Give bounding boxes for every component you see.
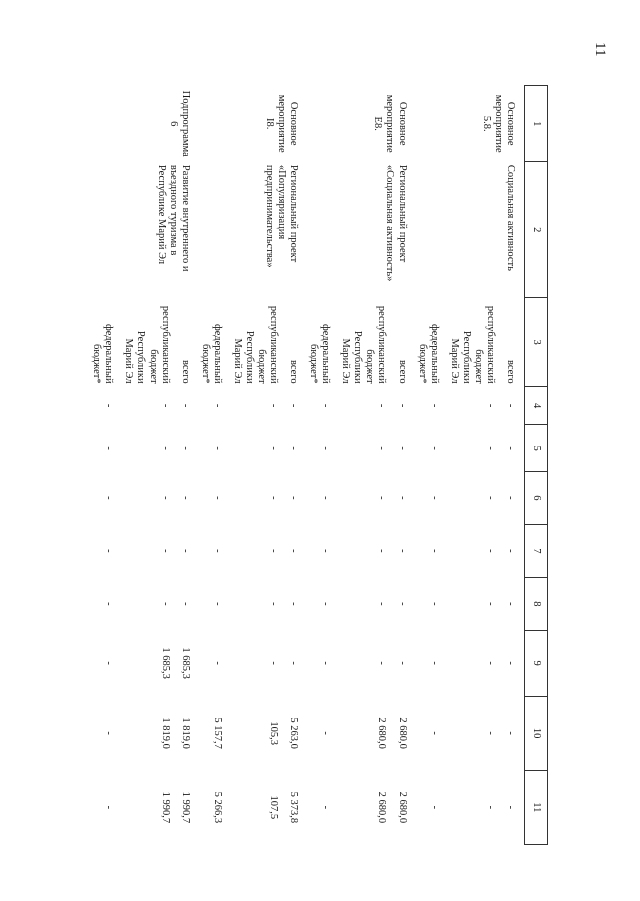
value-cell: -: [159, 549, 171, 553]
table-row: [392, 86, 412, 845]
measure-name: Развитие внутреннего и въездного туризма в Республике Марий Эл: [155, 164, 191, 272]
value-cell: -: [288, 403, 300, 408]
value-cell: 1 990,7: [159, 791, 171, 824]
column-header-11: 11: [525, 770, 548, 844]
value-cell: -: [179, 549, 191, 553]
funding-source: республиканский бюджет Республики Марий Эл: [448, 305, 496, 384]
value-cell: -: [179, 602, 191, 606]
measure-code: Основное мероприятие 5.8.: [480, 94, 516, 153]
value-cell: 5 157,7: [211, 717, 223, 749]
column-header-8: 8: [525, 577, 548, 630]
funding-source: республиканский бюджет Республики Марий Эл: [340, 305, 388, 384]
value-cell: 5 263,0: [288, 717, 300, 749]
measure-code: Основное мероприятие E8.: [372, 94, 408, 153]
value-cell: -: [428, 496, 440, 500]
value-cell: -: [103, 549, 115, 553]
value-cell: -: [484, 661, 496, 665]
value-cell: -: [428, 403, 440, 408]
value-cell: 1 990,7: [179, 791, 191, 824]
value-cell: -: [428, 805, 440, 810]
funding-source: всего: [396, 359, 408, 384]
column-header-3: 3: [525, 298, 548, 387]
measure-name: Социальная активность: [505, 164, 516, 271]
value-cell: -: [396, 602, 408, 606]
value-cell: 1 819,0: [179, 717, 191, 749]
value-cell: -: [484, 731, 496, 735]
value-cell: -: [211, 446, 223, 450]
value-cell: -: [179, 496, 191, 500]
value-cell: -: [159, 446, 171, 450]
value-cell: -: [320, 661, 332, 665]
value-cell: -: [103, 602, 115, 606]
value-cell: -: [179, 403, 191, 408]
funding-source: всего: [179, 359, 191, 384]
funding-source: федеральный бюджет*: [308, 323, 332, 384]
value-cell: -: [376, 446, 388, 450]
measure-name: Региональный проект «Социальная активность»: [384, 164, 408, 282]
value-cell: -: [288, 661, 300, 665]
column-header-4: 4: [525, 387, 548, 425]
value-cell: -: [505, 731, 516, 735]
header-row: [525, 86, 548, 845]
value-cell: -: [376, 602, 388, 606]
value-cell: -: [268, 446, 280, 450]
value-cell: -: [505, 805, 516, 810]
value-cell: -: [103, 731, 115, 735]
value-cell: -: [396, 661, 408, 665]
value-cell: -: [428, 731, 440, 735]
value-cell: -: [103, 805, 115, 810]
value-cell: -: [396, 496, 408, 500]
value-cell: -: [103, 403, 115, 408]
value-cell: -: [211, 549, 223, 553]
value-cell: -: [505, 446, 516, 450]
value-cell: -: [288, 602, 300, 606]
value-cell: -: [288, 496, 300, 500]
table-row: [283, 86, 303, 845]
value-cell: 105,3: [268, 721, 280, 745]
value-cell: -: [211, 661, 223, 665]
column-header-6: 6: [525, 471, 548, 524]
value-cell: -: [505, 549, 516, 553]
value-cell: 1 685,3: [179, 647, 191, 679]
column-header-10: 10: [525, 696, 548, 770]
measure-code: Основное мероприятие I8.: [264, 94, 300, 153]
value-cell: -: [103, 446, 115, 450]
value-cell: 2 680,0: [376, 791, 388, 824]
value-cell: -: [320, 805, 332, 810]
value-cell: -: [484, 403, 496, 408]
value-cell: -: [179, 446, 191, 450]
value-cell: -: [320, 549, 332, 553]
value-cell: -: [320, 731, 332, 735]
value-cell: -: [396, 403, 408, 408]
value-cell: -: [211, 602, 223, 606]
measure-code: Подпрограмма 6: [167, 90, 191, 157]
table-row: [500, 86, 525, 845]
value-cell: -: [320, 446, 332, 450]
value-cell: -: [505, 496, 516, 500]
budget-table: [86, 85, 548, 845]
value-cell: -: [268, 496, 280, 500]
value-cell: -: [376, 496, 388, 500]
value-cell: -: [159, 496, 171, 500]
value-cell: -: [320, 403, 332, 408]
value-cell: 2 680,0: [396, 717, 408, 749]
value-cell: -: [320, 602, 332, 606]
measure-name: Региональный проект «Популяризация предпринимательства»: [264, 164, 300, 268]
funding-source: всего: [288, 359, 300, 384]
value-cell: -: [484, 496, 496, 500]
funding-source: республиканский бюджет Республики Марий Эл: [123, 305, 171, 384]
value-cell: -: [211, 403, 223, 408]
table-row: [175, 86, 195, 845]
value-cell: 2 680,0: [396, 791, 408, 824]
value-cell: -: [484, 602, 496, 606]
value-cell: 5 266,3: [211, 791, 223, 824]
funding-source: республиканский бюджет Республики Марий Эл: [231, 305, 280, 384]
column-header-2: 2: [525, 162, 548, 298]
value-cell: -: [428, 549, 440, 553]
value-cell: 1 685,3: [159, 647, 171, 679]
page-number: 11: [592, 42, 608, 57]
column-header-7: 7: [525, 524, 548, 577]
column-header-9: 9: [525, 630, 548, 696]
value-cell: -: [268, 549, 280, 553]
value-cell: -: [103, 661, 115, 665]
value-cell: -: [376, 661, 388, 665]
value-cell: -: [484, 549, 496, 553]
value-cell: -: [268, 403, 280, 408]
value-cell: 5 373,8: [288, 791, 300, 824]
column-header-1: 1: [525, 86, 548, 162]
value-cell: -: [159, 403, 171, 408]
funding-source: федеральный бюджет*: [199, 323, 223, 384]
value-cell: -: [428, 446, 440, 450]
value-cell: 107,5: [268, 795, 280, 820]
value-cell: -: [484, 805, 496, 810]
value-cell: -: [320, 496, 332, 500]
funding-source: федеральный бюджет*: [91, 323, 115, 384]
value-cell: -: [428, 661, 440, 665]
value-cell: 2 680,0: [376, 717, 388, 749]
value-cell: -: [159, 602, 171, 606]
value-cell: -: [376, 549, 388, 553]
value-cell: -: [396, 446, 408, 450]
value-cell: -: [505, 602, 516, 606]
value-cell: -: [505, 403, 516, 408]
value-cell: -: [396, 549, 408, 553]
value-cell: -: [505, 661, 516, 665]
funding-source: федеральный бюджет*: [416, 323, 440, 384]
value-cell: -: [428, 602, 440, 606]
value-cell: -: [376, 403, 388, 408]
value-cell: -: [268, 661, 280, 665]
value-cell: -: [484, 446, 496, 450]
value-cell: 1 819,0: [159, 717, 171, 749]
value-cell: -: [268, 602, 280, 606]
column-header-5: 5: [525, 425, 548, 472]
value-cell: -: [288, 446, 300, 450]
value-cell: -: [288, 549, 300, 553]
budget-table-rotated: [91, 85, 548, 845]
value-cell: -: [103, 496, 115, 500]
funding-source: всего: [505, 359, 516, 384]
table-body: [86, 86, 524, 845]
value-cell: -: [211, 496, 223, 500]
